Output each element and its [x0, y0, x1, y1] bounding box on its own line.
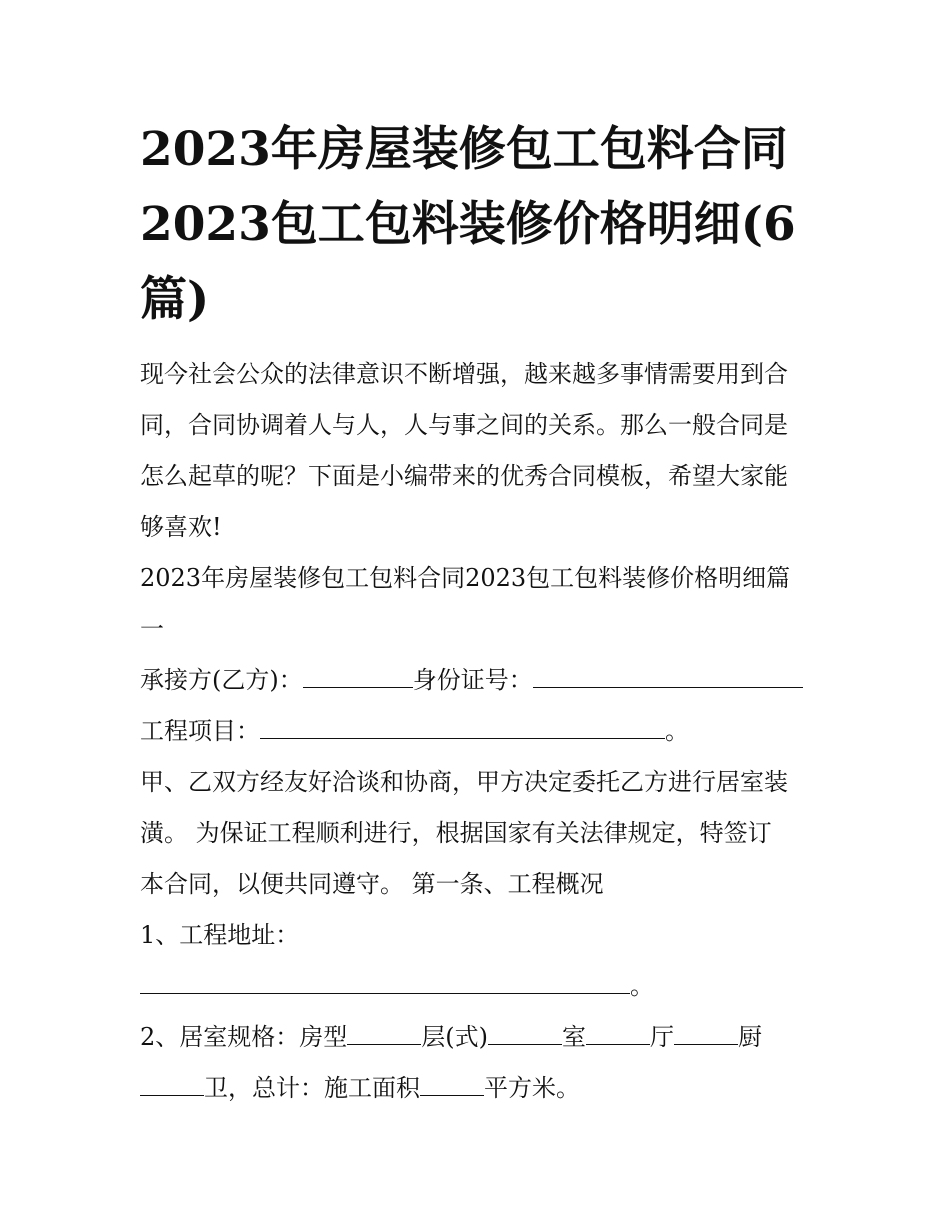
id-label: 身份证号：	[412, 666, 533, 694]
address-blank[interactable]	[140, 973, 630, 994]
intro-line-4: 够喜欢!	[140, 513, 222, 541]
kitchen-blank[interactable]	[140, 1075, 204, 1096]
area-blank[interactable]	[420, 1075, 484, 1096]
contractor-line	[140, 655, 815, 706]
spec-line-2	[140, 1063, 815, 1114]
hall-blank[interactable]	[674, 1024, 738, 1045]
spec-hall: 厅	[650, 1023, 675, 1051]
agreement-line-2: 潢。 为保证工程顺利进行，根据国家有关法律规定，特签订	[140, 819, 772, 847]
section-heading-line-1: 2023年房屋装修包工包料合同2023包工包料装修价格明细篇	[140, 564, 791, 592]
section-heading-line-2: 一	[140, 615, 164, 643]
room-blank[interactable]	[586, 1024, 650, 1045]
spec-unit: 平方米。	[484, 1074, 580, 1102]
house-type-blank[interactable]	[347, 1024, 421, 1045]
project-period: 。	[665, 717, 689, 745]
address-period: 。	[630, 972, 654, 1000]
project-label: 工程项目：	[140, 717, 260, 745]
agreement-line-3: 本合同，以便共同遵守。 第一条、工程概况	[140, 870, 604, 898]
spec-room: 室	[562, 1023, 587, 1051]
agreement-paragraph	[140, 757, 815, 910]
document-title	[140, 112, 815, 337]
project-line	[140, 706, 815, 757]
title-line-2: 2023包工包料装修价格明细(6	[140, 197, 796, 252]
spec-bath: 卫，总计：施工面积	[204, 1074, 420, 1102]
project-blank[interactable]	[260, 718, 665, 739]
spec-line-1	[140, 1012, 815, 1063]
intro-line-3: 怎么起草的呢？下面是小编带来的优秀合同模板，希望大家能	[140, 462, 788, 490]
intro-line-1: 现今社会公众的法律意识不断增强，越来越多事情需要用到合	[140, 360, 788, 388]
agreement-line-1: 甲、乙双方经友好洽谈和协商，甲方决定委托乙方进行居室装	[140, 768, 788, 796]
intro-paragraph	[140, 349, 815, 553]
floor-blank[interactable]	[488, 1024, 562, 1045]
intro-line-2: 同，合同协调着人与人，人与事之间的关系。那么一般合同是	[140, 411, 788, 439]
spec-floor: 层(式)	[421, 1023, 489, 1051]
spec-kitchen: 厨	[738, 1023, 763, 1051]
spec-label: 2、居室规格：房型	[140, 1023, 348, 1051]
title-line-3: 篇)	[140, 272, 210, 327]
document-page	[140, 112, 815, 1114]
contractor-label: 承接方(乙方)：	[140, 666, 303, 694]
address-label-line: 1、工程地址：	[140, 921, 300, 949]
contractor-blank[interactable]	[303, 667, 413, 688]
section-heading	[140, 553, 815, 655]
address-blank-line	[140, 961, 815, 1012]
id-number-blank[interactable]	[533, 667, 803, 688]
title-line-1: 2023年房屋装修包工包料合同	[140, 122, 788, 177]
